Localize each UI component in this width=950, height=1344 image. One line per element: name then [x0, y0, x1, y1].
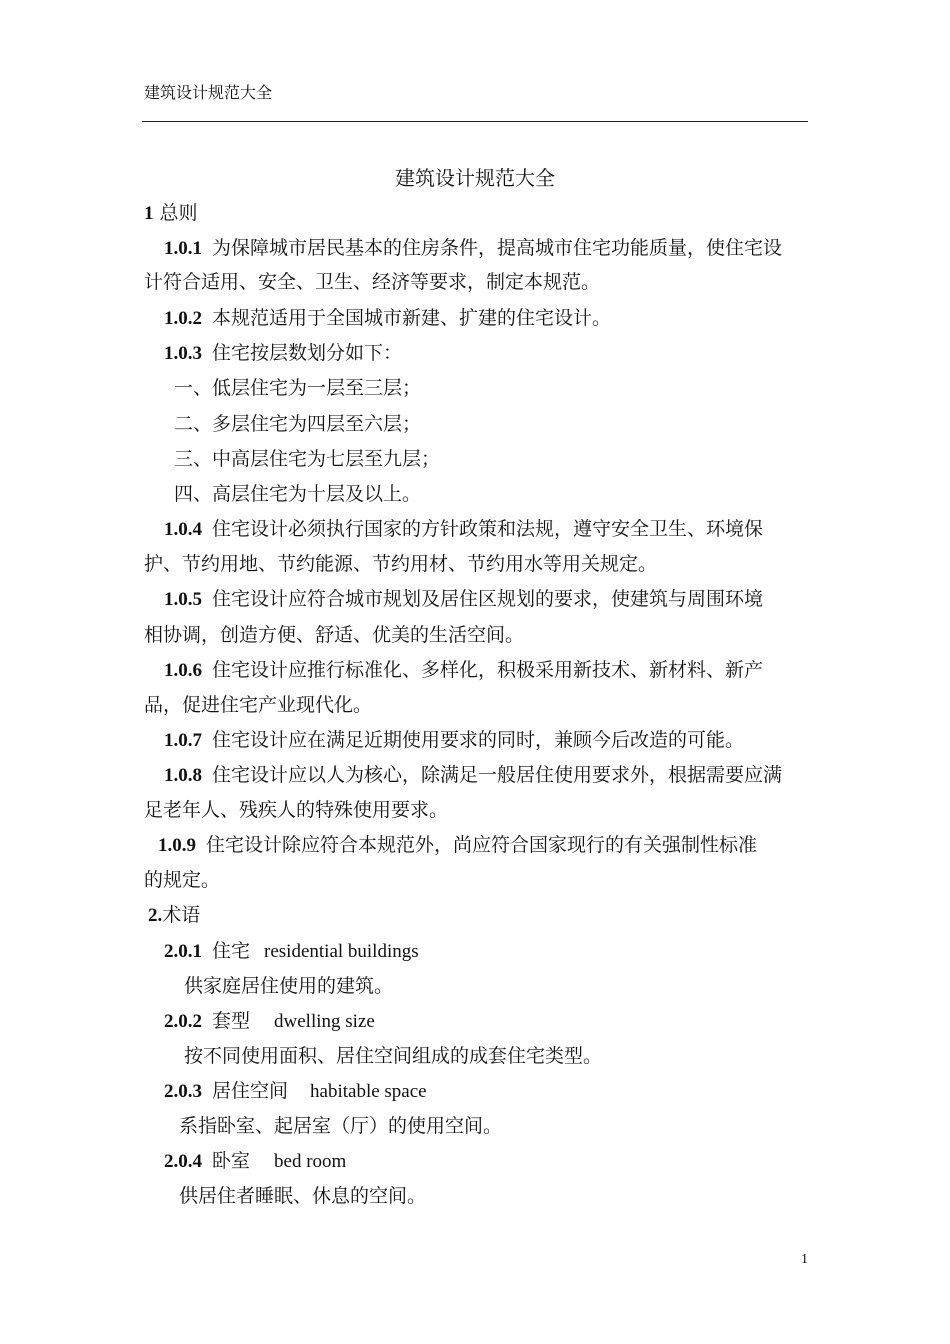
clause-1-0-3 — [164, 338, 402, 365]
term-en: dwelling size — [274, 1011, 375, 1032]
term-definition: 供居住者睡眠、休息的空间。 — [179, 1185, 427, 1207]
term-number: 2.0.2 — [164, 1011, 202, 1032]
term-2-0-4 — [164, 1146, 346, 1173]
section-title: 术语 — [162, 904, 201, 926]
clause-text: 为保障城市居民基本的住房条件，提高城市住宅功能质量，使住宅设 — [212, 237, 783, 259]
clause-number: 1.0.9 — [158, 835, 196, 856]
term-cn: 套型 — [212, 1010, 251, 1032]
term-2-0-2 — [164, 1006, 375, 1033]
clause-1-0-7 — [164, 725, 744, 752]
clause-text: 住宅设计必须执行国家的方针政策和法规，遵守安全卫生、环境保 — [212, 518, 764, 540]
clause-text: 住宅设计应以人为核心，除满足一般居住使用要求外，根据需要应满 — [212, 764, 783, 786]
clause-text: 住宅按层数划分如下： — [212, 342, 403, 364]
clause-text: 住宅设计应推行标准化、多样化，积极采用新技术、新材料、新产 — [212, 659, 764, 681]
term-2-0-3 — [164, 1076, 427, 1103]
clause-text: 住宅设计应符合城市规划及居住区规划的要求，使建筑与周围环境 — [212, 588, 764, 610]
term-cn: 卧室 — [212, 1150, 251, 1172]
term-en: bed room — [274, 1151, 347, 1172]
clause-1-0-9-cont: 的规定。 — [144, 869, 221, 891]
clause-number: 1.0.1 — [164, 238, 202, 259]
section-number: 1 — [144, 203, 154, 224]
clause-number: 1.0.2 — [164, 308, 202, 329]
term-definition: 按不同使用面积、居住空间组成的成套住宅类型。 — [184, 1045, 603, 1067]
running-header: 建筑设计规范大全 — [144, 83, 273, 102]
list-item: 二、多层住宅为四层至六层； — [174, 413, 422, 435]
term-number: 2.0.1 — [164, 941, 202, 962]
term-en: habitable space — [310, 1081, 427, 1102]
clause-number: 1.0.6 — [164, 660, 202, 681]
clause-1-0-6 — [164, 655, 763, 682]
header-rule — [142, 121, 808, 122]
section-number: 2. — [148, 905, 163, 926]
clause-1-0-1-cont: 计符合适用、安全、卫生、经济等要求，制定本规范。 — [144, 271, 601, 293]
clause-1-0-5 — [164, 584, 763, 611]
term-2-0-1 — [164, 936, 419, 963]
clause-1-0-6-cont: 品，促进住宅产业现代化。 — [144, 694, 373, 716]
section-2-heading — [148, 900, 200, 927]
clause-1-0-4-cont: 护、节约用地、节约能源、节约用材、节约用水等用关规定。 — [144, 553, 658, 575]
clause-text: 住宅设计除应符合本规范外，尚应符合国家现行的有关强制性标准 — [206, 834, 758, 856]
clause-number: 1.0.8 — [164, 765, 202, 786]
clause-number: 1.0.5 — [164, 589, 202, 610]
term-number: 2.0.3 — [164, 1081, 202, 1102]
page-number: 1 — [801, 1252, 808, 1267]
clause-text: 本规范适用于全国城市新建、扩建的住宅设计。 — [212, 307, 612, 329]
section-1-heading — [144, 198, 198, 225]
term-cn: 住宅 — [212, 940, 251, 962]
term-en: residential buildings — [264, 941, 419, 962]
term-definition: 供家庭居住使用的建筑。 — [184, 975, 394, 997]
document-title: 建筑设计规范大全 — [395, 166, 555, 190]
clause-1-0-8-cont: 足老年人、残疾人的特殊使用要求。 — [144, 799, 449, 821]
clause-1-0-9 — [158, 830, 757, 857]
clause-1-0-8 — [164, 760, 782, 787]
clause-number: 1.0.4 — [164, 519, 202, 540]
clause-1-0-5-cont: 相协调，创造方便、舒适、优美的生活空间。 — [144, 624, 525, 646]
term-cn: 居住空间 — [212, 1080, 289, 1102]
clause-text: 住宅设计应在满足近期使用要求的同时，兼顾今后改造的可能。 — [212, 729, 745, 751]
section-title: 总则 — [159, 202, 198, 224]
clause-1-0-2 — [164, 303, 611, 330]
clause-1-0-1 — [164, 233, 782, 260]
term-definition: 系指卧室、起居室（厅）的使用空间。 — [179, 1115, 503, 1137]
term-number: 2.0.4 — [164, 1151, 202, 1172]
list-item: 三、中高层住宅为七层至九层； — [174, 448, 441, 470]
clause-number: 1.0.3 — [164, 343, 202, 364]
list-item: 四、高层住宅为十层及以上。 — [174, 483, 422, 505]
list-item: 一、低层住宅为一层至三层； — [174, 377, 422, 399]
clause-1-0-4 — [164, 514, 763, 541]
clause-number: 1.0.7 — [164, 730, 202, 751]
